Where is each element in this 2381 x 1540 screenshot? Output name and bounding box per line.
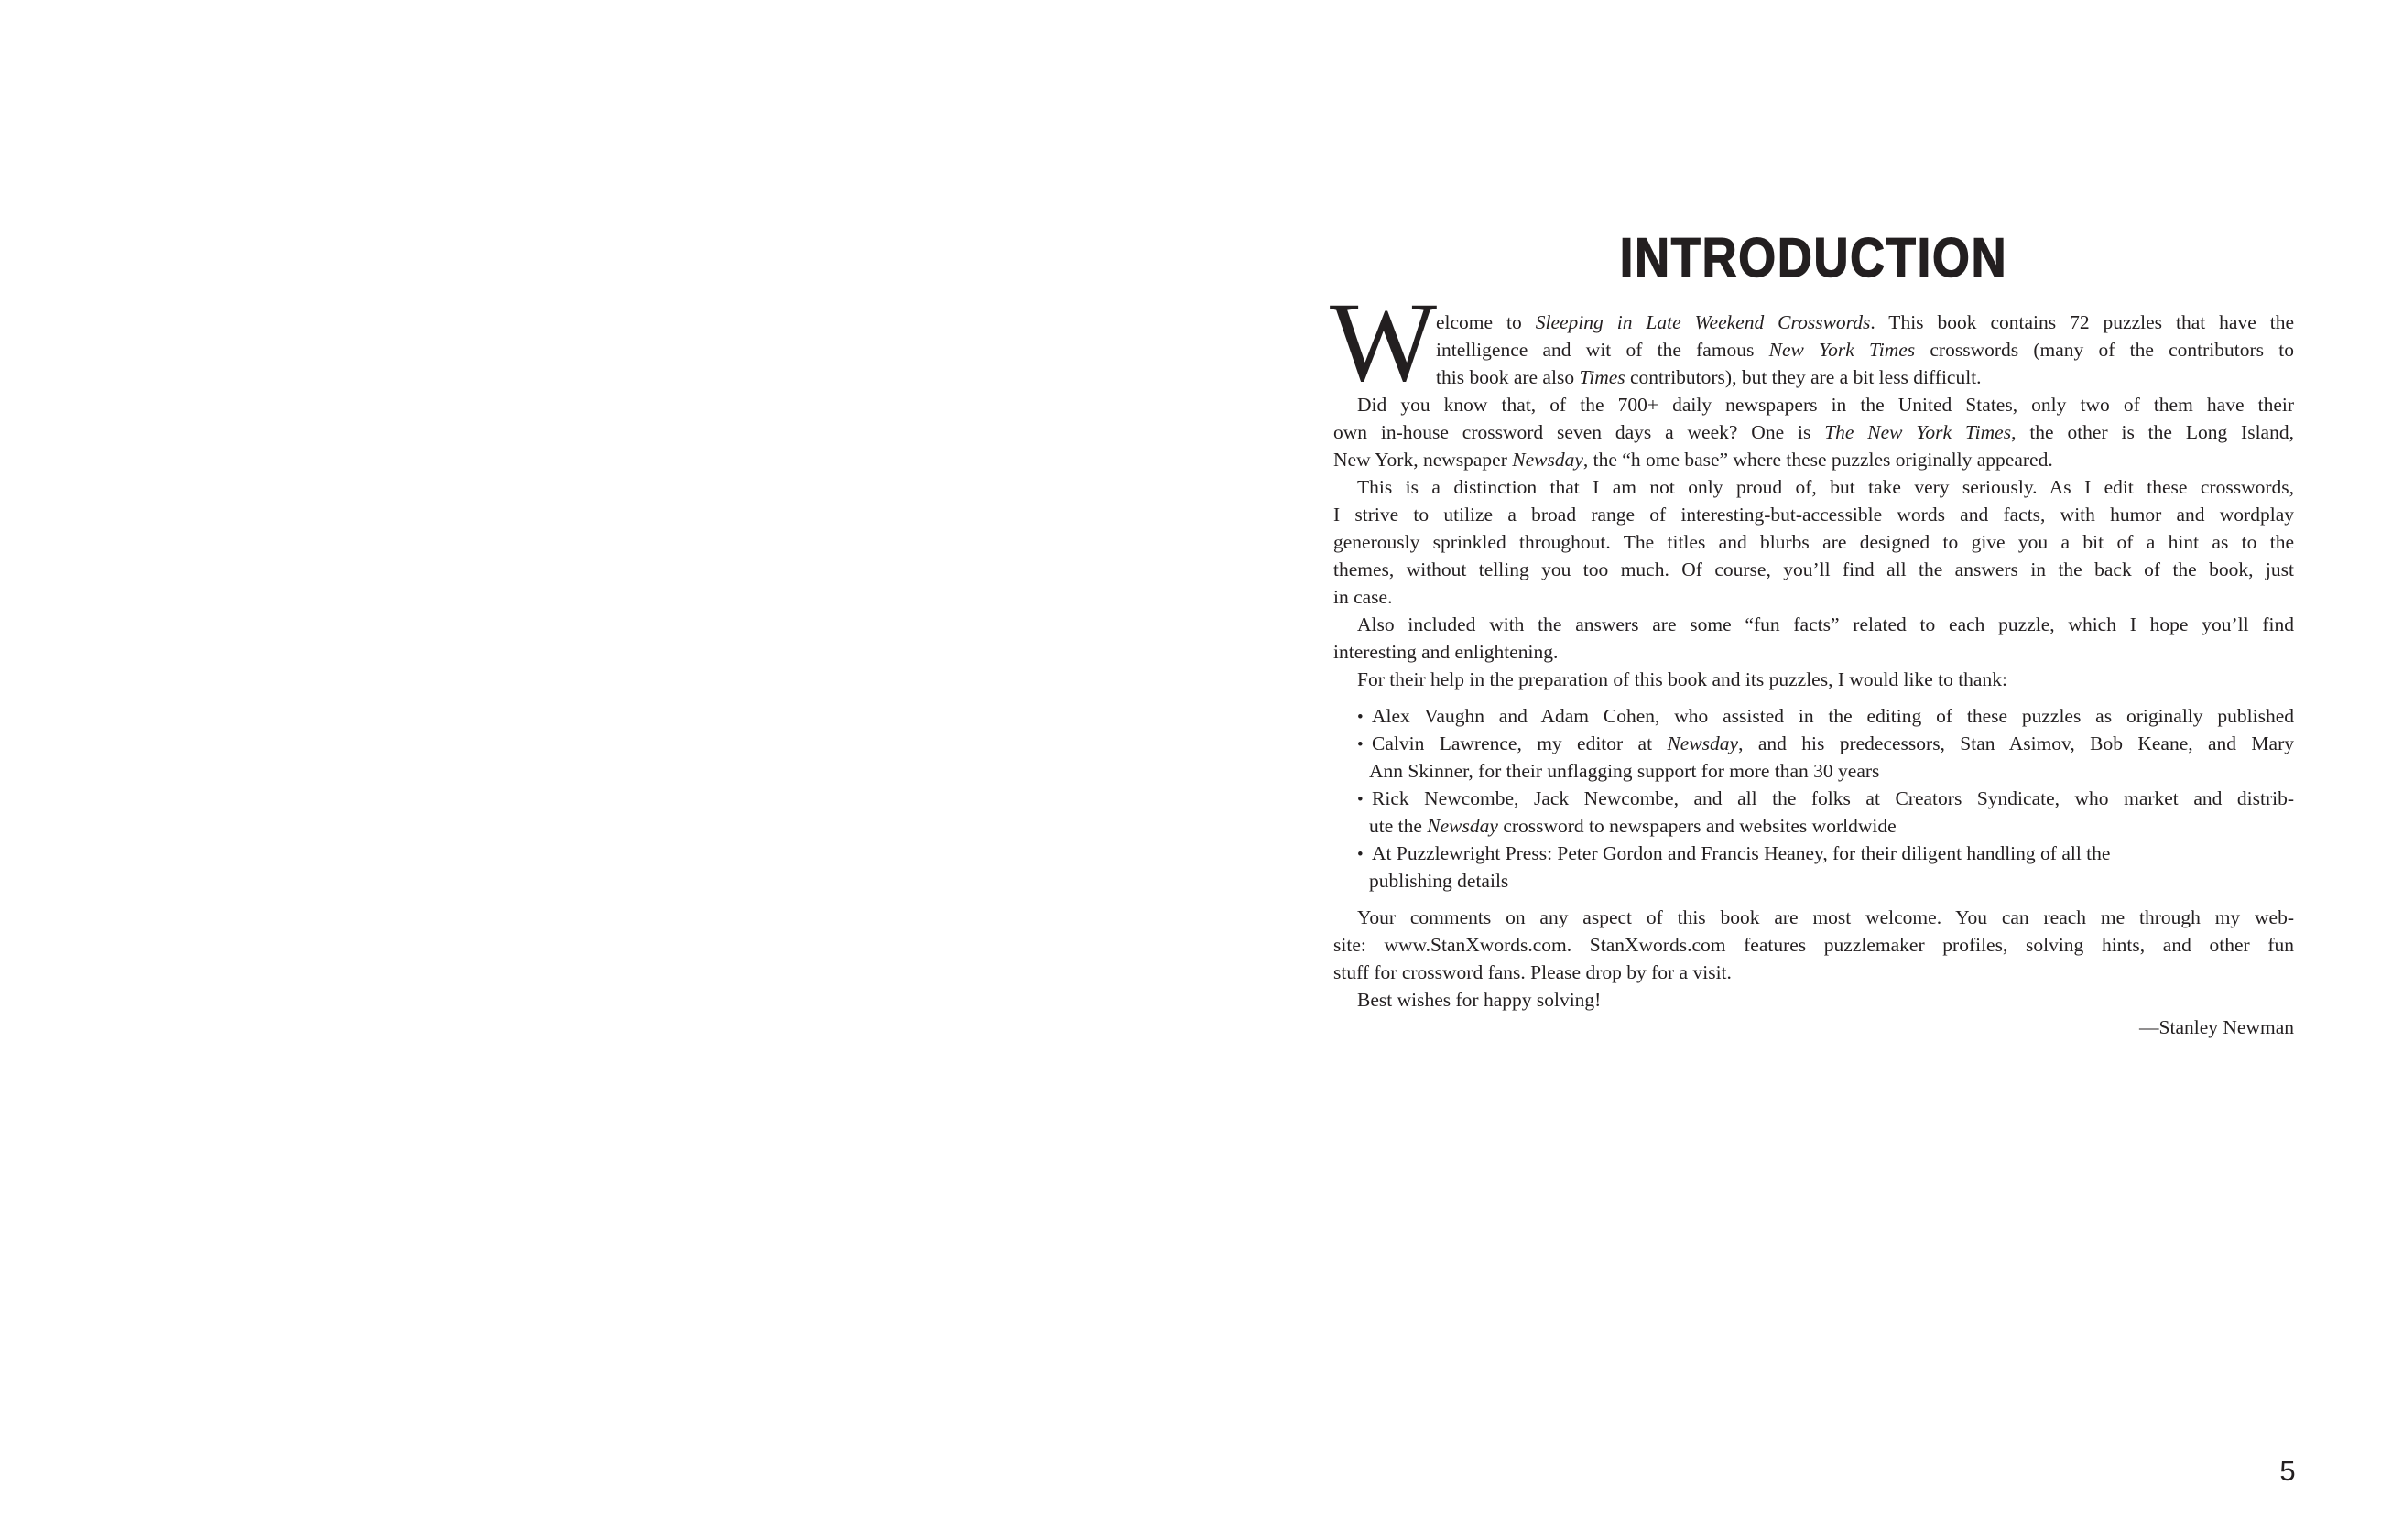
text-line xyxy=(1333,785,2294,812)
text-segment: crossword to newspapers and websites worldwide xyxy=(1497,815,1897,837)
text-line xyxy=(1333,473,2294,501)
text-line xyxy=(1333,867,2294,895)
page-title: INTRODUCTION xyxy=(1619,227,2008,288)
text-line xyxy=(1333,840,2294,867)
text-segment: crosswords (many of the contributors to xyxy=(1915,339,2294,361)
text-segment: publishing details xyxy=(1369,870,1509,892)
text-segment: Your comments on any aspect of this book are most welcome. You can reach me through my web- xyxy=(1357,906,2294,928)
text-line xyxy=(1333,556,2294,583)
list-item xyxy=(1333,785,2294,840)
blank-left-page xyxy=(0,0,1190,1540)
text-segment: Calvin Lawrence, my editor at xyxy=(1372,732,1668,754)
text-line xyxy=(1333,904,2294,931)
italic-text: Newsday xyxy=(1512,449,1583,471)
author-signature xyxy=(1333,1014,2294,1041)
text-line xyxy=(1333,1014,2294,1041)
text-segment: Alex Vaughn and Adam Cohen, who assisted in the editing of these puzzles as originally published xyxy=(1372,705,2294,727)
italic-text: Newsday xyxy=(1667,732,1739,754)
text-segment: contributors), but they are a bit less difficult. xyxy=(1625,366,1982,388)
text-line xyxy=(1333,931,2294,959)
text-line xyxy=(1436,336,2294,363)
text-line xyxy=(1333,757,2294,785)
text-segment: interesting and enlightening. xyxy=(1333,641,1559,663)
text-line xyxy=(1333,391,2294,418)
text-segment: . This book contains 72 puzzles that have the xyxy=(1870,311,2294,333)
paragraph xyxy=(1333,666,2294,693)
text-segment: Rick Newcombe, Jack Newcombe, and all the folks at Creators Syndicate, who market and distrib- xyxy=(1372,787,2294,809)
text-line xyxy=(1333,812,2294,840)
paragraph xyxy=(1333,473,2294,611)
intro-page xyxy=(1330,227,2295,1041)
list-item xyxy=(1333,730,2294,785)
text-line xyxy=(1333,666,2294,693)
text-segment: Best wishes for happy solving! xyxy=(1357,989,1602,1011)
text-segment: Did you know that, of the 700+ daily newspapers in the United States, only two of them have their xyxy=(1357,394,2294,416)
text-segment: Also included with the answers are some “fun facts” related to each puzzle, which I hope you’ll find xyxy=(1357,613,2294,635)
text-segment: stuff for crossword fans. Please drop by for a visit. xyxy=(1333,961,1732,983)
text-line xyxy=(1333,446,2294,473)
text-line xyxy=(1333,959,2294,986)
page-number: 5 xyxy=(2279,1455,2296,1487)
text-line xyxy=(1333,611,2294,638)
bullet-icon: • xyxy=(1357,845,1364,864)
text-segment: site: www.StanXwords.com. StanXwords.com features puzzlemaker profiles, solving hints, and other fun xyxy=(1333,934,2294,956)
paragraph xyxy=(1333,611,2294,666)
text-segment: —Stanley Newman xyxy=(2139,1016,2294,1038)
paragraph xyxy=(1333,391,2294,473)
text-segment: New York, newspaper xyxy=(1333,449,1513,471)
text-line xyxy=(1333,702,2294,730)
text-segment: ute the xyxy=(1369,815,1428,837)
text-segment: , and his predecessors, Stan Asimov, Bob Keane, and Mary xyxy=(1738,732,2295,754)
text-line xyxy=(1436,363,2294,391)
italic-text: Newsday xyxy=(1427,815,1498,837)
text-segment: Ann Skinner, for their unflagging support for more than 30 years xyxy=(1369,760,1880,782)
text-line xyxy=(1333,501,2294,528)
text-segment: this book are also xyxy=(1436,366,1580,388)
paragraph xyxy=(1333,904,2294,986)
text-segment: At Puzzlewright Press: Peter Gordon and Francis Heaney, for their diligent handling of all the xyxy=(1372,842,2111,864)
text-line xyxy=(1333,418,2294,446)
text-line xyxy=(1333,730,2294,757)
italic-text: Sleeping in Late Weekend Crosswords xyxy=(1535,311,1871,333)
list-item xyxy=(1333,702,2294,730)
text-segment: elcome to xyxy=(1436,311,1536,333)
text-segment: For their help in the preparation of this book and its puzzles, I would like to thank: xyxy=(1357,668,2007,690)
text-line xyxy=(1333,986,2294,1014)
text-segment: , the other is the Long Island, xyxy=(2011,421,2294,443)
text-segment: This is a distinction that I am not only proud of, but take very seriously. As I edit these crosswords, xyxy=(1357,476,2294,498)
bullet-icon: • xyxy=(1357,735,1364,754)
list-item xyxy=(1333,840,2294,895)
text-segment: generously sprinkled throughout. The titles and blurbs are designed to give you a bit of a hint as to the xyxy=(1333,531,2294,553)
acknowledgement-list xyxy=(1333,702,2294,895)
intro-body xyxy=(1330,241,2295,1041)
text-segment: I strive to utilize a broad range of interesting-but-accessible words and facts, with humor and wordplay xyxy=(1333,504,2294,526)
text-segment: own in-house crossword seven days a week? One is xyxy=(1333,421,1825,443)
italic-text: New York Times xyxy=(1768,339,1916,361)
text-line xyxy=(1333,583,2294,611)
text-segment: in case. xyxy=(1333,586,1393,608)
italic-text: Times xyxy=(1579,366,1625,388)
text-segment: themes, without telling you too much. Of course, you’ll find all the answers in the back of the book, just xyxy=(1333,559,2294,580)
paragraph xyxy=(1333,986,2294,1014)
text-line xyxy=(1436,309,2294,336)
text-line xyxy=(1333,528,2294,556)
drop-cap: W xyxy=(1330,279,1438,405)
text-segment: , the “h ome base” where these puzzles originally appeared. xyxy=(1582,449,2053,471)
bullet-icon: • xyxy=(1357,708,1364,727)
bullet-icon: • xyxy=(1357,790,1364,809)
italic-text: The New York Times xyxy=(1824,421,2012,443)
text-line xyxy=(1333,638,2294,666)
text-segment: intelligence and wit of the famous xyxy=(1436,339,1769,361)
